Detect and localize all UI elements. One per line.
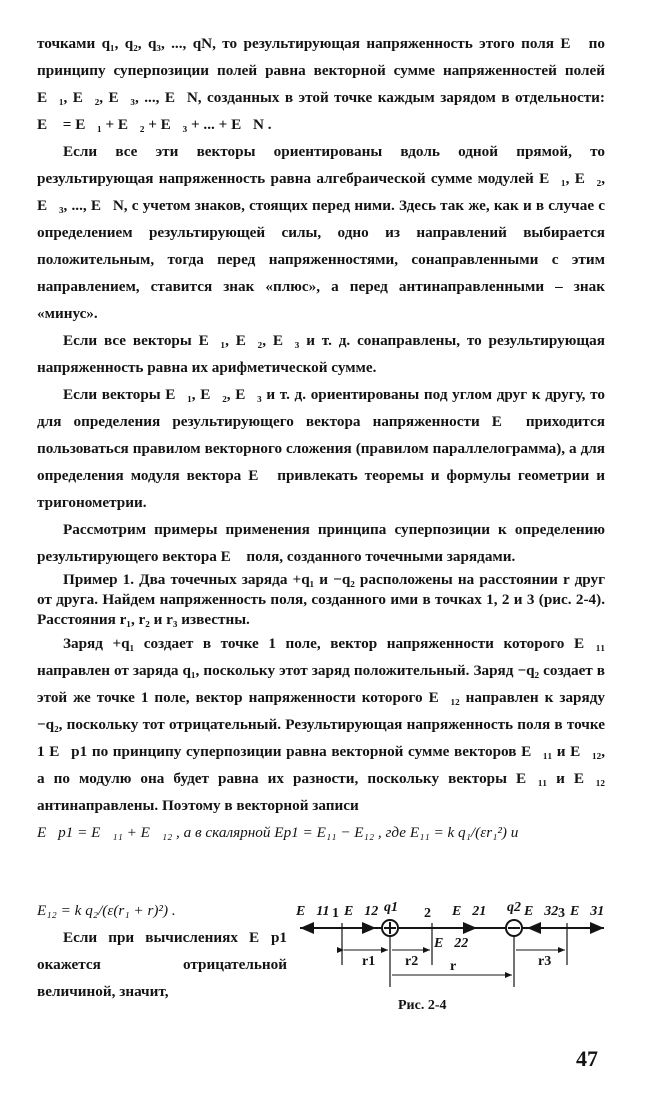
page-number: 47 <box>576 1046 598 1071</box>
paragraph: Если векторы E⃗₁, E⃗₂, E⃗₃ и т. д. ориентированы под углом друг к другу, то для определения результирующего вектора напряженности E⃗ приходится пользоваться правилом векторного сложения (правилом параллелограмма), а для определения модуля вектора E⃗ привлекать теоремы и формулы геометрии и тригонометрии. <box>37 386 605 511</box>
paragraph: Заряд +q₁ создает в точке 1 поле, вектор напряженности которого E⃗₁₁ направлен от заряда q₁, поскольку этот заряд положительный. Заряд −q₂ создает в этой же точке 1 поле, вектор напряженности которого E⃗₁₂ направлен к заряду −q₂, поскольку тот отрицательный. Результирующая напряженность поля в точке 1 E⃗p1 по принципу суперпозиции равна векторной сумме векторов E⃗₁₁ и E⃗₁₂, а по модулю она будет равна их разности, поскольку векторы E⃗₁₁ и E⃗₁₂ антинаправлены. Поэтому в векторной записи <box>37 635 605 814</box>
figure-2-4 <box>292 895 612 1025</box>
label-e22: E⃗22 <box>434 936 469 951</box>
paragraph: Если все эти векторы ориентированы вдоль одной прямой, то результирующая напряженность равна алгебраической сумме модулей E⃗₁, E⃗₂, E⃗₃, ..., E⃗N, с учетом знаков, стоящих перед ними. Здесь так же, как и в случае с определением результирующей силы, одно из направлений выбирается положительным, тогда перед напряженностями, сонаправленными с этим направлением, ставится знак «плюс», а перед антинаправленными – знак «минус». <box>37 143 605 322</box>
label-1: 1 <box>332 906 339 921</box>
label-e32: E⃗32 <box>524 904 559 919</box>
label-e11: E⃗11 <box>296 904 330 919</box>
formula-e12: E₁₂ = k q₂/(ε(r₁ + r)²) . <box>37 902 176 919</box>
figure-caption: Рис. 2-4 <box>398 998 447 1013</box>
page-body <box>37 30 605 846</box>
label-r2: r2 <box>405 954 419 969</box>
paragraph: Рассмотрим примеры применения принципа суперпозиции к определению результирующего вектора E⃗ поля, созданного точечными зарядами. <box>37 521 605 565</box>
label-r3: r3 <box>538 954 552 969</box>
label-3: 3 <box>558 906 565 921</box>
paragraph: Если при вычислениях E⃗p1 окажется отрицательной величиной, значит, <box>37 929 287 1000</box>
label-2: 2 <box>424 906 431 921</box>
paragraph: Если все векторы E⃗₁, E⃗₂, E⃗₃ и т. д. сонаправлены, то результирующая напряженность равна их арифметической сумме. <box>37 332 605 376</box>
label-e12: E⃗12 <box>344 904 379 919</box>
label-e21: E⃗21 <box>452 904 487 919</box>
label-r: r <box>450 959 457 974</box>
formula-line: E⃗p1 = E⃗₁₁ + E⃗₁₂ , а в скалярной Ep1 = E₁₁ − E₁₂ , где E₁₁ = k q₁/(εr₁²) и <box>37 824 519 841</box>
label-q1: q1 <box>384 900 398 915</box>
example-paragraph: Пример 1. Два точечных заряда +q₁ и −q₂ расположены на расстоянии r друг от друга. Найдем напряженность поля, созданного ими в точках 1, 2 и 3 (рис. 2-4). Расстояния r₁, r₂ и r₃ известны. <box>37 571 605 628</box>
label-r1: r1 <box>362 954 376 969</box>
left-column <box>37 897 287 1005</box>
label-q2: q2 <box>507 900 521 915</box>
paragraph: точками q₁, q₂, q₃, ..., qN, то результирующая напряженность этого поля E⃗ по принципу суперпозиции полей равна векторной сумме напряженностей полей E⃗₁, E⃗₂, E⃗₃, ..., E⃗N, созданных в этой точке каждым зарядом в отдельности: E⃗ = E⃗₁ + E⃗₂ + E⃗₃ + ... + E⃗N . <box>37 35 605 133</box>
label-e31: E⃗31 <box>570 904 605 919</box>
